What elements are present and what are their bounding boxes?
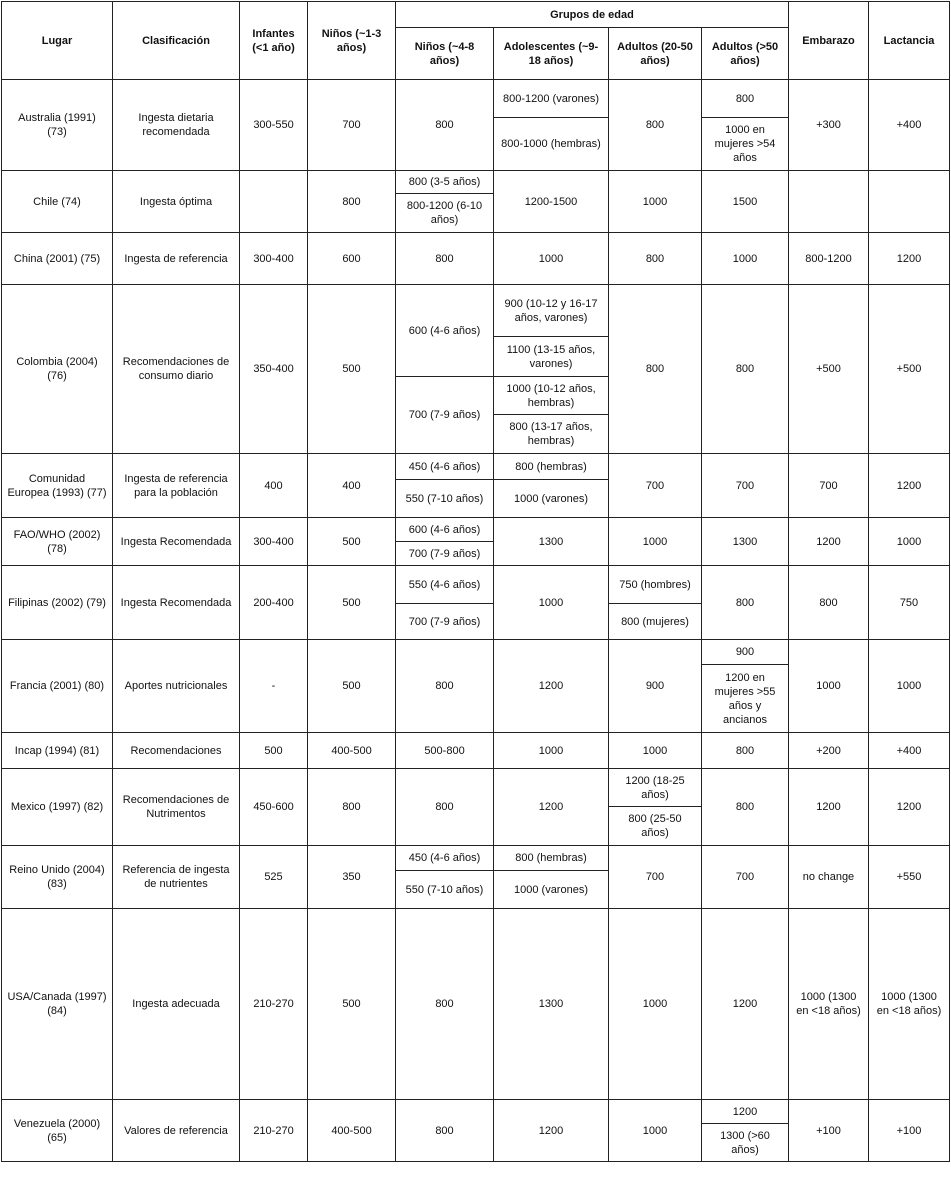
cell-adolescentes: 1000 [494, 733, 609, 769]
cell-adultos-50: 800 [702, 733, 789, 769]
cell-embarazo: no change [789, 846, 869, 909]
cell-clasificacion: Ingesta dietaria recomendada [113, 80, 240, 171]
cell-clasificacion: Ingesta de referencia para la población [113, 454, 240, 518]
cell-adolescentes: 800-1000 (hembras) [494, 118, 609, 171]
cell-lugar: Colombia (2004) (76) [2, 285, 113, 454]
cell-lugar: Chile (74) [2, 171, 113, 233]
cell-adultos-50: 1200 en mujeres >55 años y ancianos [702, 665, 789, 733]
cell-ninos-4-8: 700 (7-9 años) [396, 542, 494, 566]
cell-infantes: 300-400 [240, 233, 308, 285]
cell-ninos-4-8: 700 (7-9 años) [396, 377, 494, 454]
cell-lactancia: 1000 [869, 518, 950, 566]
header-grupos-de-edad: Grupos de edad [396, 2, 789, 28]
cell-adolescentes: 1100 (13-15 años, varones) [494, 337, 609, 377]
table-row-comunidad-europea [2, 454, 950, 480]
cell-embarazo: 1200 [789, 769, 869, 846]
cell-embarazo: +200 [789, 733, 869, 769]
table-row-filipinas [2, 566, 950, 604]
cell-adolescentes: 900 (10-12 y 16-17 años, varones) [494, 285, 609, 337]
cell-embarazo: +300 [789, 80, 869, 171]
cell-lactancia: +100 [869, 1100, 950, 1162]
cell-lugar: Comunidad Europea (1993) (77) [2, 454, 113, 518]
cell-lactancia: +400 [869, 80, 950, 171]
cell-ninos-4-8: 550 (7-10 años) [396, 871, 494, 909]
cell-ninos-1-3: 500 [308, 285, 396, 454]
cell-ninos-4-8: 800 [396, 769, 494, 846]
cell-embarazo: 1200 [789, 518, 869, 566]
cell-adultos-20-50: 1000 [609, 518, 702, 566]
cell-lugar: USA/Canada (1997) (84) [2, 909, 113, 1100]
cell-adultos-50: 900 [702, 640, 789, 665]
cell-ninos-4-8: 800 [396, 80, 494, 171]
cell-ninos-4-8: 550 (4-6 años) [396, 566, 494, 604]
table-row-reino-unido [2, 846, 950, 871]
table-row-incap [2, 733, 950, 769]
cell-ninos-1-3: 500 [308, 909, 396, 1100]
cell-adultos-20-50: 750 (hombres) [609, 566, 702, 604]
cell-ninos-1-3: 800 [308, 769, 396, 846]
cell-infantes: 450-600 [240, 769, 308, 846]
cell-ninos-1-3: 800 [308, 171, 396, 233]
cell-ninos-4-8: 800-1200 (6-10 años) [396, 194, 494, 233]
cell-adultos-20-50: 800 [609, 233, 702, 285]
cell-ninos-1-3: 400 [308, 454, 396, 518]
cell-infantes: 200-400 [240, 566, 308, 640]
cell-ninos-1-3: 600 [308, 233, 396, 285]
cell-adolescentes: 1000 (varones) [494, 871, 609, 909]
cell-infantes [240, 171, 308, 233]
table-row-usa-canada [2, 909, 950, 1100]
header-ninos-4-8: Niños (~4-8 años) [396, 28, 494, 80]
cell-ninos-1-3: 500 [308, 518, 396, 566]
cell-adultos-20-50: 900 [609, 640, 702, 733]
cell-adultos-20-50: 800 (25-50 años) [609, 807, 702, 846]
cell-lactancia: +400 [869, 733, 950, 769]
cell-ninos-4-8: 800 (3-5 años) [396, 171, 494, 194]
cell-ninos-4-8: 550 (7-10 años) [396, 480, 494, 518]
cell-infantes: 300-550 [240, 80, 308, 171]
cell-ninos-1-3: 350 [308, 846, 396, 909]
cell-adolescentes: 800 (hembras) [494, 454, 609, 480]
cell-adolescentes: 1000 (varones) [494, 480, 609, 518]
cell-ninos-1-3: 400-500 [308, 733, 396, 769]
table-row-australia [2, 80, 950, 118]
cell-clasificacion: Ingesta adecuada [113, 909, 240, 1100]
cell-ninos-1-3: 400-500 [308, 1100, 396, 1162]
cell-clasificacion: Ingesta Recomendada [113, 566, 240, 640]
cell-infantes: 210-270 [240, 909, 308, 1100]
cell-lugar: Mexico (1997) (82) [2, 769, 113, 846]
cell-lugar: Filipinas (2002) (79) [2, 566, 113, 640]
cell-ninos-4-8: 500-800 [396, 733, 494, 769]
cell-lugar: Incap (1994) (81) [2, 733, 113, 769]
cell-clasificacion: Referencia de ingesta de nutrientes [113, 846, 240, 909]
calcium-recommendations-table [1, 1, 950, 1162]
cell-clasificacion: Recomendaciones de Nutrimentos [113, 769, 240, 846]
cell-adultos-20-50: 1000 [609, 171, 702, 233]
cell-infantes: 400 [240, 454, 308, 518]
cell-lugar: Venezuela (2000) (65) [2, 1100, 113, 1162]
table-row-francia [2, 640, 950, 665]
cell-adultos-50: 1300 [702, 518, 789, 566]
cell-ninos-4-8: 800 [396, 1100, 494, 1162]
cell-adultos-20-50: 800 [609, 80, 702, 171]
cell-adultos-50: 700 [702, 454, 789, 518]
header-infantes: Infantes (<1 año) [240, 2, 308, 80]
cell-adolescentes: 800 (hembras) [494, 846, 609, 871]
cell-adultos-50: 800 [702, 285, 789, 454]
cell-adolescentes: 1300 [494, 518, 609, 566]
cell-ninos-1-3: 700 [308, 80, 396, 171]
cell-adultos-20-50: 1000 [609, 733, 702, 769]
cell-embarazo: +100 [789, 1100, 869, 1162]
cell-adolescentes: 1000 [494, 233, 609, 285]
cell-adultos-50: 1200 [702, 1100, 789, 1124]
cell-adolescentes: 1200 [494, 640, 609, 733]
cell-lugar: FAO/WHO (2002) (78) [2, 518, 113, 566]
cell-ninos-4-8: 600 (4-6 años) [396, 518, 494, 542]
cell-adultos-20-50: 800 [609, 285, 702, 454]
cell-adolescentes: 800-1200 (varones) [494, 80, 609, 118]
cell-adultos-50: 1200 [702, 909, 789, 1100]
cell-embarazo: 800 [789, 566, 869, 640]
cell-ninos-4-8: 700 (7-9 años) [396, 604, 494, 640]
cell-lactancia: 750 [869, 566, 950, 640]
cell-adolescentes: 1200 [494, 1100, 609, 1162]
cell-adolescentes: 1200-1500 [494, 171, 609, 233]
cell-adolescentes: 1000 (10-12 años, hembras) [494, 377, 609, 415]
cell-lactancia: 1200 [869, 769, 950, 846]
cell-infantes: 500 [240, 733, 308, 769]
cell-clasificacion: Ingesta Recomendada [113, 518, 240, 566]
cell-clasificacion: Ingesta óptima [113, 171, 240, 233]
cell-adolescentes: 1300 [494, 909, 609, 1100]
cell-lactancia: +550 [869, 846, 950, 909]
table-row-mexico [2, 769, 950, 807]
cell-lugar: Australia (1991) (73) [2, 80, 113, 171]
cell-embarazo: +500 [789, 285, 869, 454]
cell-adolescentes: 800 (13-17 años, hembras) [494, 415, 609, 454]
cell-lactancia: 1000 (1300 en <18 años) [869, 909, 950, 1100]
cell-ninos-4-8: 450 (4-6 años) [396, 454, 494, 480]
cell-lactancia: 1200 [869, 454, 950, 518]
header-embarazo: Embarazo [789, 2, 869, 80]
cell-adultos-20-50: 800 (mujeres) [609, 604, 702, 640]
header-ninos-1-3: Niños (~1-3 años) [308, 2, 396, 80]
table-row-chile [2, 171, 950, 194]
header-adultos-50: Adultos (>50 años) [702, 28, 789, 80]
cell-adultos-50: 1500 [702, 171, 789, 233]
table-row-fao-who [2, 518, 950, 542]
cell-clasificacion: Ingesta de referencia [113, 233, 240, 285]
cell-lactancia [869, 171, 950, 233]
cell-lugar: China (2001) (75) [2, 233, 113, 285]
cell-embarazo: 800-1200 [789, 233, 869, 285]
cell-lactancia: 1200 [869, 233, 950, 285]
cell-adultos-50: 1300 (>60 años) [702, 1124, 789, 1162]
cell-embarazo: 1000 [789, 640, 869, 733]
cell-adultos-50: 800 [702, 769, 789, 846]
cell-adultos-50: 1000 en mujeres >54 años [702, 118, 789, 171]
cell-clasificacion: Aportes nutricionales [113, 640, 240, 733]
header-adolescentes: Adolescentes (~9-18 años) [494, 28, 609, 80]
cell-adultos-50: 800 [702, 80, 789, 118]
cell-infantes: 350-400 [240, 285, 308, 454]
header-lactancia: Lactancia [869, 2, 950, 80]
table-row-china [2, 233, 950, 285]
cell-clasificacion: Recomendaciones de consumo diario [113, 285, 240, 454]
cell-lactancia: +500 [869, 285, 950, 454]
cell-embarazo: 1000 (1300 en <18 años) [789, 909, 869, 1100]
header-lugar: Lugar [2, 2, 113, 80]
cell-adolescentes: 1000 [494, 566, 609, 640]
cell-adultos-20-50: 1000 [609, 909, 702, 1100]
cell-adolescentes: 1200 [494, 769, 609, 846]
cell-ninos-4-8: 800 [396, 233, 494, 285]
cell-ninos-1-3: 500 [308, 566, 396, 640]
cell-adultos-20-50: 1000 [609, 1100, 702, 1162]
cell-clasificacion: Valores de referencia [113, 1100, 240, 1162]
cell-ninos-4-8: 800 [396, 909, 494, 1100]
cell-ninos-1-3: 500 [308, 640, 396, 733]
cell-infantes: 210-270 [240, 1100, 308, 1162]
cell-ninos-4-8: 600 (4-6 años) [396, 285, 494, 377]
cell-infantes: 525 [240, 846, 308, 909]
cell-adultos-50: 800 [702, 566, 789, 640]
header-row-1 [2, 2, 950, 28]
cell-lugar: Reino Unido (2004) (83) [2, 846, 113, 909]
cell-ninos-4-8: 450 (4-6 años) [396, 846, 494, 871]
cell-infantes: 300-400 [240, 518, 308, 566]
cell-lactancia: 1000 [869, 640, 950, 733]
table-row-colombia [2, 285, 950, 337]
cell-embarazo: 700 [789, 454, 869, 518]
cell-adultos-20-50: 1200 (18-25 años) [609, 769, 702, 807]
cell-infantes: - [240, 640, 308, 733]
cell-lugar: Francia (2001) (80) [2, 640, 113, 733]
header-clasificacion: Clasificación [113, 2, 240, 80]
cell-adultos-50: 1000 [702, 233, 789, 285]
table-row-venezuela [2, 1100, 950, 1124]
cell-adultos-20-50: 700 [609, 846, 702, 909]
cell-adultos-50: 700 [702, 846, 789, 909]
cell-adultos-20-50: 700 [609, 454, 702, 518]
header-adultos-20-50: Adultos (20-50 años) [609, 28, 702, 80]
cell-clasificacion: Recomendaciones [113, 733, 240, 769]
cell-ninos-4-8: 800 [396, 640, 494, 733]
cell-embarazo [789, 171, 869, 233]
